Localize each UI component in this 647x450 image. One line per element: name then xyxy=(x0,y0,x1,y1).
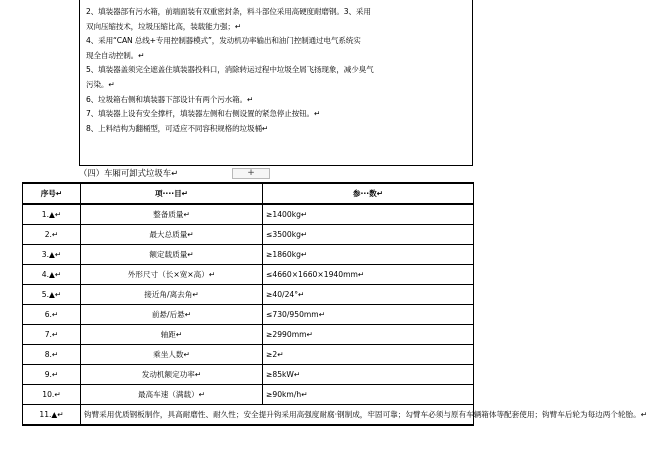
row-no: 4.▲↵ xyxy=(23,265,81,285)
row-param: ≤3500kg↵ xyxy=(263,225,474,245)
row-param: ≤730/950mm↵ xyxy=(263,305,474,325)
feature-line: 现全自动控制。↵ xyxy=(86,50,145,60)
row-param: ≥1860kg↵ xyxy=(263,245,474,265)
row-item: 最高车速（满载）↵ xyxy=(81,385,263,405)
feature-line: 6、垃圾箱右侧和填装器下部设计有两个污水箱。↵ xyxy=(86,94,254,104)
feature-line: 双向压缩技术，垃圾压缩比高，装载能力强；↵ xyxy=(86,21,242,31)
row-item: 轴距↵ xyxy=(81,325,263,345)
table-row xyxy=(23,285,474,305)
row-param: ≥40/24°↵ xyxy=(263,285,474,305)
feature-line: 4、采用“CAN 总线+专用控制器模式”，发动机功率输出和油门控制通过电气系统实 xyxy=(86,36,361,46)
row-no: 11.▲↵ xyxy=(23,405,81,426)
table-row xyxy=(23,245,474,265)
row-item: 发动机额定功率↵ xyxy=(81,365,263,385)
table-row xyxy=(23,365,474,385)
row-item: 额定载质量↵ xyxy=(81,245,263,265)
feature-line: 污染。↵ xyxy=(86,79,115,89)
feature-line: 2、填装器部有污水箱，前端面装有双重密封条，料斗部位采用高硬度耐磨钢。3、采用 xyxy=(86,7,371,16)
spec-table xyxy=(22,182,647,426)
section-title: （四）车厢可卸式垃圾车↵ xyxy=(79,168,179,178)
table-row xyxy=(23,305,474,325)
table-row xyxy=(23,204,474,225)
row-no: 5.▲↵ xyxy=(23,285,81,305)
feature-list-box xyxy=(79,0,473,166)
table-row xyxy=(23,405,474,426)
row-item: 最大总质量↵ xyxy=(81,225,263,245)
row-param: ≥90km/h↵ xyxy=(263,385,474,405)
row-item: 乘坐人数↵ xyxy=(81,345,263,365)
feature-line: 8、上料结构为翻桶型，可适应不同容积规格的垃圾桶↵ xyxy=(86,123,269,133)
row-no: 3.▲↵ xyxy=(23,245,81,265)
row-no: 2.↵ xyxy=(23,225,81,245)
row-param: ≥2990mm↵ xyxy=(263,325,474,345)
table-row xyxy=(23,385,474,405)
row-item: 外形尺寸（长×宽×高）↵ xyxy=(81,265,263,285)
row-param: ≤4660×1660×1940mm↵ xyxy=(263,265,474,285)
row-param: ≥85kW↵ xyxy=(263,365,474,385)
feature-line: 5、填装器盖须完全遮盖住填装器投料口，消除转运过程中垃圾全屑飞扬现象，减少臭气 xyxy=(86,65,374,75)
row-no: 9.↵ xyxy=(23,365,81,385)
row-item: 整备质量↵ xyxy=(81,204,263,225)
table-row xyxy=(23,265,474,285)
header-item: 项····目↵ xyxy=(81,183,263,204)
row-param: ≥2↵ xyxy=(263,345,474,365)
table-row xyxy=(23,225,474,245)
feature-line: 7、填装器上设有安全撑杆，填装器左侧和右侧设置的紧急停止按钮。↵ xyxy=(86,109,321,119)
header-param: 参···数↵ xyxy=(263,183,474,204)
row-param: ≥1400kg↵ xyxy=(263,204,474,225)
row-no: 1.▲↵ xyxy=(23,204,81,225)
table-row xyxy=(23,325,474,345)
table-add-button[interactable]: + xyxy=(232,168,270,179)
row-no: 6.↵ xyxy=(23,305,81,325)
row-no: 10.↵ xyxy=(23,385,81,405)
row-item: 前悬/后悬↵ xyxy=(81,305,263,325)
row-no: 7.↵ xyxy=(23,325,81,345)
table-row xyxy=(23,345,474,365)
header-no: 序号↵ xyxy=(23,183,81,204)
row-no: 8.↵ xyxy=(23,345,81,365)
row-description: 钩臂采用优质钢板制作，具高耐磨性、耐久性；安全提升钩采用高强度耐腐·钢制成，牢固可靠；勾臂车必须与原有车辆箱体等配套使用；钩臂车后轮为每边两个轮胎。↵ xyxy=(81,405,474,426)
row-item: 接近角/离去角↵ xyxy=(81,285,263,305)
table-header-row xyxy=(23,183,474,204)
